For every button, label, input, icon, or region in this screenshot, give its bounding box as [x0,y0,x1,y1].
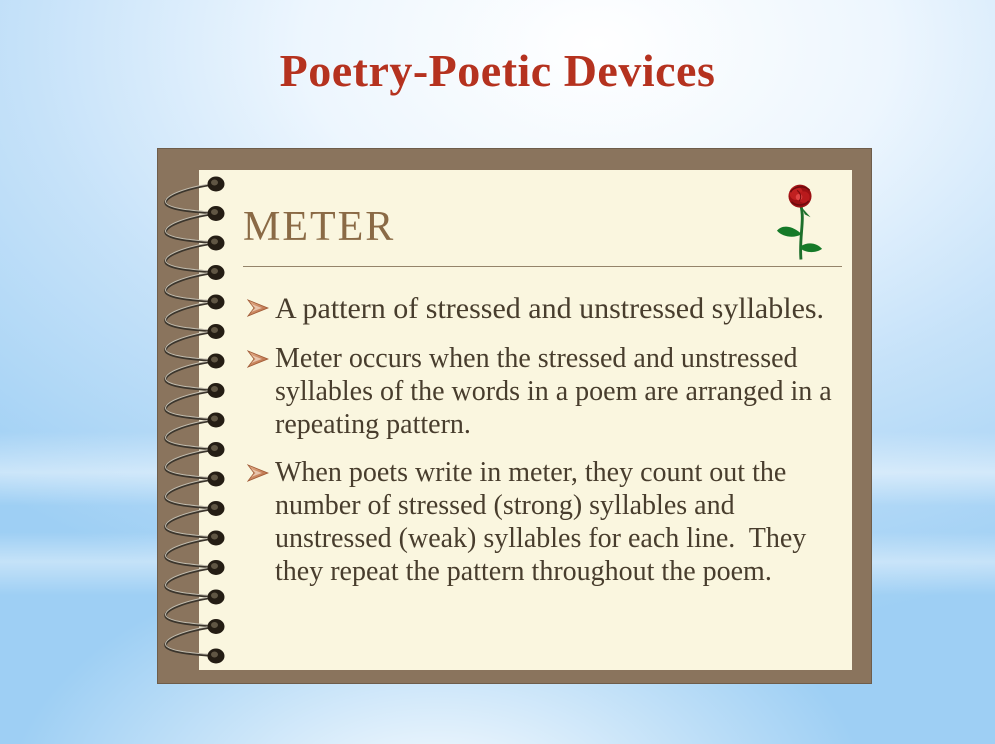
notebook-heading: METER [243,204,396,250]
paper-header [243,204,842,250]
bullet-text: A pattern of stressed and unstressed syllables. [275,292,825,326]
arrowhead-right-icon [247,464,269,482]
spiral-binding-icon [158,149,238,683]
bullet-text: When poets write in meter, they count out the number of stressed (strong) syllables and unstressed (weak) syllables for each line. They they repeat the pattern throughout the poem. [275,456,814,587]
bullet-list [243,291,842,588]
bullet-text: Meter occurs when the stressed and unstressed syllables of the words in a poem are arranged in a repeating pattern. [275,342,839,440]
arrowhead-right-icon [247,299,269,317]
bullet-item [247,342,842,441]
bullet-item [247,456,842,588]
slide-title: Poetry-Poetic Devices [279,45,716,96]
arrowhead-right-icon [247,350,269,368]
heading-divider [243,266,842,267]
notebook [157,148,872,684]
notebook-paper [199,170,852,670]
bullet-item [247,291,842,326]
rose-icon [776,182,824,264]
